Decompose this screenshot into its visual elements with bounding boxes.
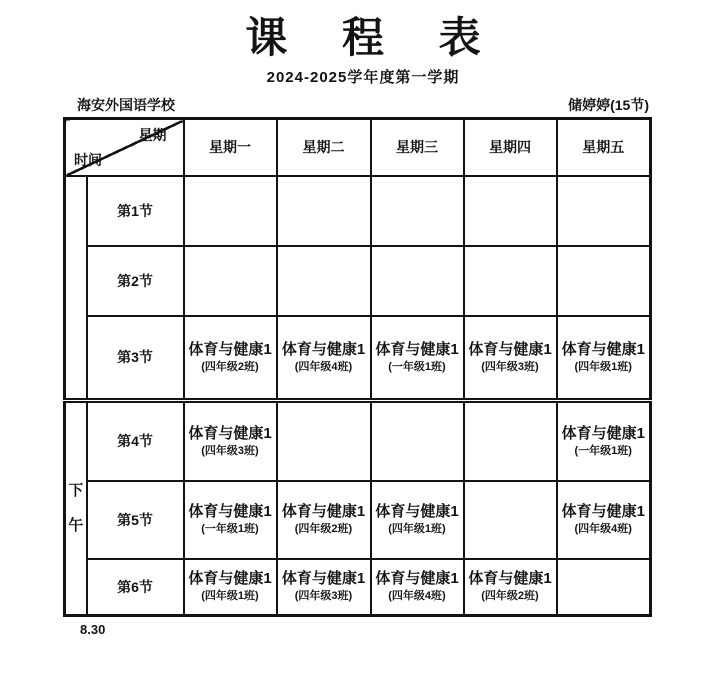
afternoon-section-cell [65, 401, 87, 616]
schedule-cell [371, 401, 464, 481]
day-header-friday: 星期五 [557, 119, 651, 176]
schedule-cell [557, 246, 651, 316]
morning-section-cell [65, 176, 87, 401]
schedule-cell [464, 481, 557, 559]
table-row-period2 [65, 246, 651, 316]
schedule-cell [277, 246, 371, 316]
teacher-name: 储婷婷(15节) [568, 97, 649, 114]
schedule-cell: 体育与健康1 (四年级4班) [371, 559, 464, 616]
school-name: 海安外国语学校 [77, 97, 175, 114]
period-label-2: 第2节 [87, 246, 184, 316]
day-header-monday: 星期一 [184, 119, 277, 176]
header-row [65, 119, 651, 176]
period-label-3: 第3节 [87, 316, 184, 401]
page-title: 课程表 [245, 16, 536, 62]
schedule-cell: 体育与健康1 (四年级3班) [277, 559, 371, 616]
period-label-1: 第1节 [87, 176, 184, 246]
schedule-cell: 体育与健康1 (四年级2班) [464, 559, 557, 616]
table-row-period6 [65, 559, 651, 616]
table-row-period1 [65, 176, 651, 246]
table-row-period3 [65, 316, 651, 401]
schedule-cell [277, 176, 371, 246]
table-row-period5 [65, 481, 651, 559]
schedule-cell: 体育与健康1 (四年级1班) [371, 481, 464, 559]
meta-row [63, 95, 649, 115]
schedule-cell [184, 176, 277, 246]
day-header-thursday: 星期四 [464, 119, 557, 176]
schedule-cell [557, 176, 651, 246]
schedule-cell: 体育与健康1 (四年级3班) [184, 401, 277, 481]
corner-diagonal-cell [65, 119, 184, 176]
schedule-cell: 体育与健康1 (四年级1班) [184, 559, 277, 616]
schedule-cell: 体育与健康1 (一年级1班) [557, 401, 651, 481]
schedule-cell: 体育与健康1 (四年级1班) [557, 316, 651, 401]
corner-time-label: 时间 [74, 151, 102, 168]
footer-time-note: 8.30 [80, 622, 106, 638]
schedule-cell: 体育与健康1 (四年级3班) [464, 316, 557, 401]
schedule-cell [184, 246, 277, 316]
schedule-cell [371, 176, 464, 246]
period-label-6: 第6节 [87, 559, 184, 616]
semester-subtitle: 2024-2025学年度第一学期 [266, 69, 460, 87]
schedule-cell: 体育与健康1 (四年级2班) [277, 481, 371, 559]
schedule-cell: 体育与健康1 (四年级2班) [184, 316, 277, 401]
schedule-cell [464, 401, 557, 481]
afternoon-section-label: 下午 [68, 482, 84, 534]
schedule-cell: 体育与健康1 (四年级4班) [277, 316, 371, 401]
schedule-cell [464, 176, 557, 246]
schedule-cell [464, 246, 557, 316]
table-row-period4 [65, 401, 651, 481]
day-header-tuesday: 星期二 [277, 119, 371, 176]
schedule-cell: 体育与健康1 (一年级1班) [371, 316, 464, 401]
schedule-cell [277, 401, 371, 481]
schedule-cell: 体育与健康1 (四年级4班) [557, 481, 651, 559]
period-label-4: 第4节 [87, 401, 184, 481]
schedule-cell [371, 246, 464, 316]
schedule-table [63, 117, 652, 617]
schedule-cell [557, 559, 651, 616]
period-label-5: 第5节 [87, 481, 184, 559]
day-header-wednesday: 星期三 [371, 119, 464, 176]
schedule-cell: 体育与健康1 (一年级1班) [184, 481, 277, 559]
corner-week-label: 星期 [138, 127, 167, 144]
